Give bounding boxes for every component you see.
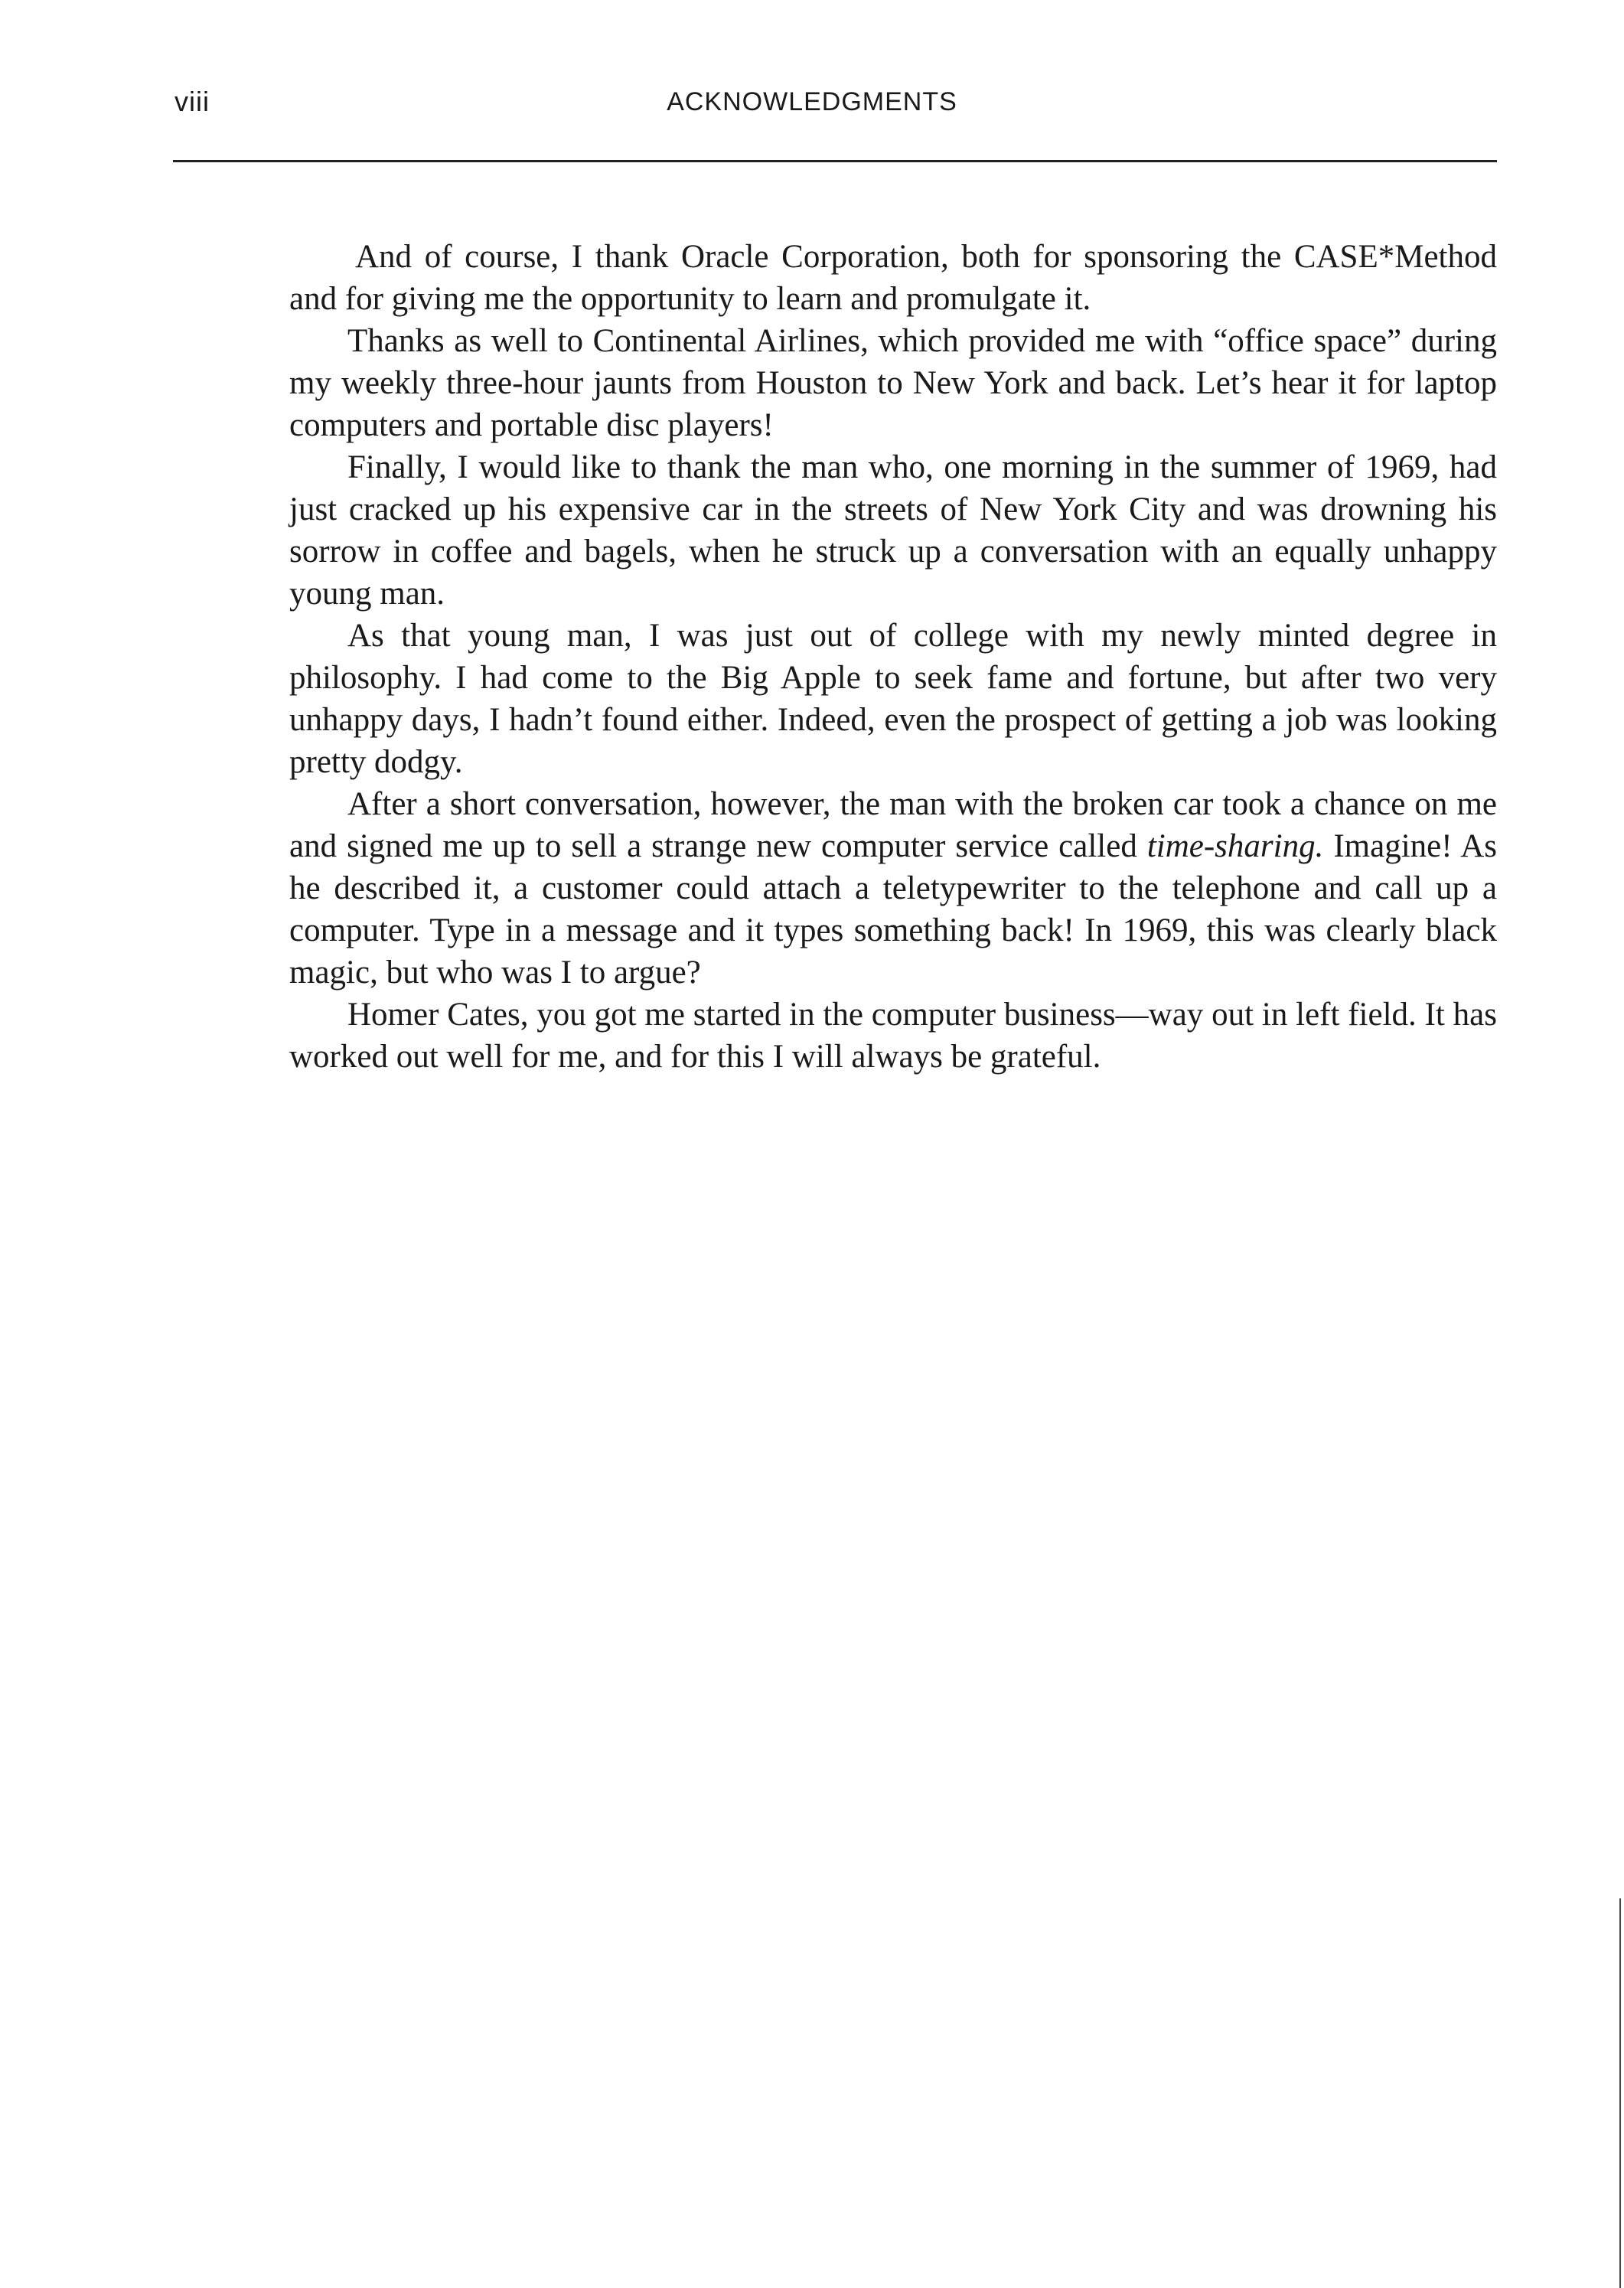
paragraph-text-before: After a short conversation, however, the man with the broken car took a chance on me and signed me up to sell a strange new computer service called (289, 786, 1497, 864)
paragraph-continental: Thanks as well to Continental Airlines, which provided me with “office space” during my weekly three-hour jaunts from Houston to New York and back. Let’s hear it for laptop computers and portable disc players! (289, 323, 1497, 443)
paragraph-young-man: As that young man, I was just out of college with my newly minted degree in philosophy. I had come to the Big Apple to seek fame and fortune, but after two very unhappy days, I hadn’t found either. Indeed, even the prospect of getting a job was looking pretty dodgy. (289, 618, 1497, 780)
page-number: viii (174, 86, 210, 117)
paragraph-time-sharing (289, 783, 1497, 994)
header-rule (173, 160, 1497, 162)
running-head: ACKNOWLEDGMENTS (667, 87, 957, 116)
italic-term: time-sharing. (1146, 828, 1324, 864)
paragraph-finally: Finally, I would like to thank the man who, one morning in the summer of 1969, had just cracked up his expensive car in the streets of New York City and was drowning his sorrow in coffee and bagels, when he struck up a conversation with an equally unhappy young man. (289, 449, 1497, 612)
paragraph-text-after: Imagine! As he described it, a customer could attach a teletypewriter to the telephone and call up a computer. Type in a message and it types something back! In 1969, this was clearly black magic, but who was I to argue? (289, 828, 1497, 991)
paragraph-oracle: And of course, I thank Oracle Corporation, both for sponsoring the CASE*Method and for giving me the opportunity to learn and promulgate it. (289, 239, 1497, 317)
paragraph-homer-cates: Homer Cates, you got me started in the computer business—way out in left field. It has worked out well for me, and for this I will always be grateful. (289, 997, 1497, 1075)
scan-edge-line (1619, 1898, 1621, 2288)
body-text (289, 236, 1497, 1078)
